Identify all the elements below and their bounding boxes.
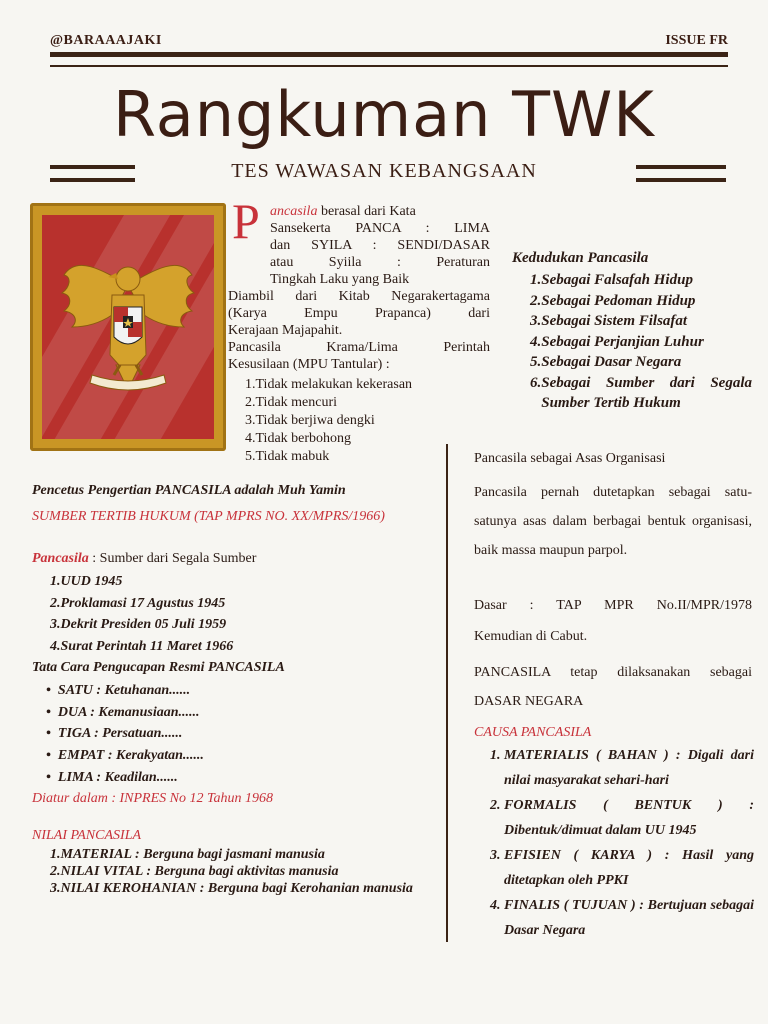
intro-line-1-text: berasal dari Kata bbox=[317, 204, 416, 219]
asas-text: Pancasila pernah dutetapkan sebagai satu-satunya asas dalam berbagai bentuk organisasi, baik massa maupun parpol. bbox=[474, 485, 752, 558]
list-item: 4.Sebagai Perjanjian Luhur bbox=[530, 333, 704, 350]
kedudukan-list bbox=[530, 270, 752, 414]
intro-line-8: Kerajaan Majapahit. bbox=[228, 323, 343, 338]
pancasila-label: Pancasila bbox=[32, 551, 89, 566]
list-item: 3.Dekrit Presiden 05 Juli 1959 bbox=[50, 617, 227, 633]
nilai-heading: NILAI PANCASILA bbox=[32, 828, 142, 843]
intro-list bbox=[245, 376, 475, 466]
tata-heading: Tata Cara Pengucapan Resmi PANCASILA bbox=[32, 660, 285, 675]
list-item: 5.Tidak mabuk bbox=[245, 449, 330, 464]
pancasila-text: : Sumber dari Segala Sumber bbox=[88, 551, 257, 566]
list-item: 2.NILAI VITAL : Berguna bagi aktivitas manusia bbox=[50, 864, 339, 879]
intro-line-6: Diambil dari Kitab Negarakertagama bbox=[228, 289, 490, 304]
intro-line-9: Pancasila Krama/Lima Perintah bbox=[228, 340, 490, 355]
kemudian-text: Kemudian di Cabut. bbox=[474, 629, 588, 644]
list-item: 3. EFISIEN ( KARYA ) : Hasil yang ditetapkan oleh PPKI bbox=[490, 848, 754, 888]
list-item: • DUA : Kemanusiaan...... bbox=[46, 704, 200, 720]
list-item: 2.Proklamasi 17 Agustus 1945 bbox=[50, 595, 226, 611]
list-item: 1.UUD 1945 bbox=[50, 574, 123, 589]
asas-heading: Pancasila sebagai Asas Organisasi bbox=[474, 451, 666, 466]
intro-keyword: ancasila bbox=[270, 204, 318, 219]
author-handle: @BARAAAJAKI bbox=[50, 33, 162, 48]
causa-list bbox=[490, 743, 754, 943]
emblem-background bbox=[42, 215, 214, 439]
dropcap: P bbox=[232, 193, 260, 249]
column-divider bbox=[446, 444, 448, 942]
list-item: • LIMA : Keadilan...... bbox=[46, 769, 178, 785]
list-item: 3. NILAI KEROHANIAN : Berguna bagi Kerohanian manusia bbox=[50, 881, 413, 896]
list-item: 6. Sebagai Sumber dari Segala Sumber Tertib Hukum bbox=[530, 374, 752, 411]
list-item: 3.Tidak berjiwa dengki bbox=[245, 413, 375, 428]
issue-label: ISSUE FR bbox=[665, 33, 728, 48]
intro-line-5: Tingkah Laku yang Baik bbox=[270, 272, 410, 287]
header-rule-thick bbox=[50, 52, 728, 57]
tetap-text: PANCASILA tetap dilaksanakan sebagai DASAR NEGARA bbox=[474, 665, 752, 709]
list-item: 1.Sebagai Falsafah Hidup bbox=[530, 272, 693, 288]
causa-heading: CAUSA PANCASILA bbox=[474, 725, 592, 740]
list-item: • TIGA : Persatuan...... bbox=[46, 726, 183, 742]
intro-line-2: Sansekerta PANCA : LIMA bbox=[270, 221, 490, 236]
list-item: 1.MATERIAL : Berguna bagi jasmani manusia bbox=[50, 847, 325, 862]
list-item: 4.Tidak berbohong bbox=[245, 431, 352, 446]
intro-line-1 bbox=[270, 203, 490, 220]
diatur-text: Diatur dalam : INPRES No 12 Tahun 1968 bbox=[32, 791, 273, 806]
list-item: 1. MATERIALIS ( BAHAN ) : Digali dari nilai masyarakat sehari-hari bbox=[490, 748, 754, 788]
tata-list bbox=[46, 680, 204, 789]
pancasila-sumber-line bbox=[32, 550, 256, 567]
list-item: 2.Tidak mencuri bbox=[245, 395, 338, 410]
list-item: 2.Sebagai Pedoman Hidup bbox=[530, 292, 696, 309]
sumber-list bbox=[50, 571, 233, 658]
page-subtitle: TES WAWASAN KEBANGSAAN bbox=[231, 160, 537, 182]
kedudukan-heading: Kedudukan Pancasila bbox=[512, 250, 649, 266]
list-item: 4.Surat Perintah 11 Maret 1966 bbox=[50, 639, 234, 655]
list-item: • SATU : Ketuhanan...... bbox=[46, 683, 191, 698]
list-item: 1.Tidak melakukan kekerasan bbox=[245, 377, 413, 392]
list-item: • EMPAT : Kerakyatan...... bbox=[46, 748, 204, 764]
list-item: 3.Sebagai Sistem Filsafat bbox=[530, 313, 688, 329]
dasar-text: Dasar : TAP MPR No.II/MPR/1978 bbox=[474, 598, 752, 613]
intro-line-3: dan SYILA : SENDI/DASAR bbox=[270, 238, 490, 253]
list-item: 4. FINALIS ( TUJUAN ) : Bertujuan sebagai Dasar Negara bbox=[490, 898, 754, 938]
sumber-heading: SUMBER TERTIB HUKUM (TAP MPRS NO. XX/MPRS/1966) bbox=[32, 509, 385, 524]
garuda-pancasila-icon bbox=[42, 215, 214, 439]
page-title: Rangkuman TWK bbox=[113, 78, 655, 151]
intro-line-7: (Karya Empu Prapanca) dari bbox=[228, 306, 490, 321]
header-rule-thin bbox=[50, 65, 728, 67]
intro-line-4: atau Syiila : Peraturan bbox=[270, 255, 490, 270]
list-item: 5.Sebagai Dasar Negara bbox=[530, 354, 682, 370]
intro-line-10: Kesusilaan (MPU Tantular) : bbox=[228, 357, 390, 372]
list-item: 2. FORMALIS ( BENTUK ) : Dibentuk/dimuat dalam UU 1945 bbox=[490, 798, 754, 838]
emblem-frame bbox=[30, 203, 226, 451]
nilai-list bbox=[50, 846, 424, 897]
pencetus-text: Pencetus Pengertian PANCASILA adalah Muh Yamin bbox=[32, 483, 346, 498]
